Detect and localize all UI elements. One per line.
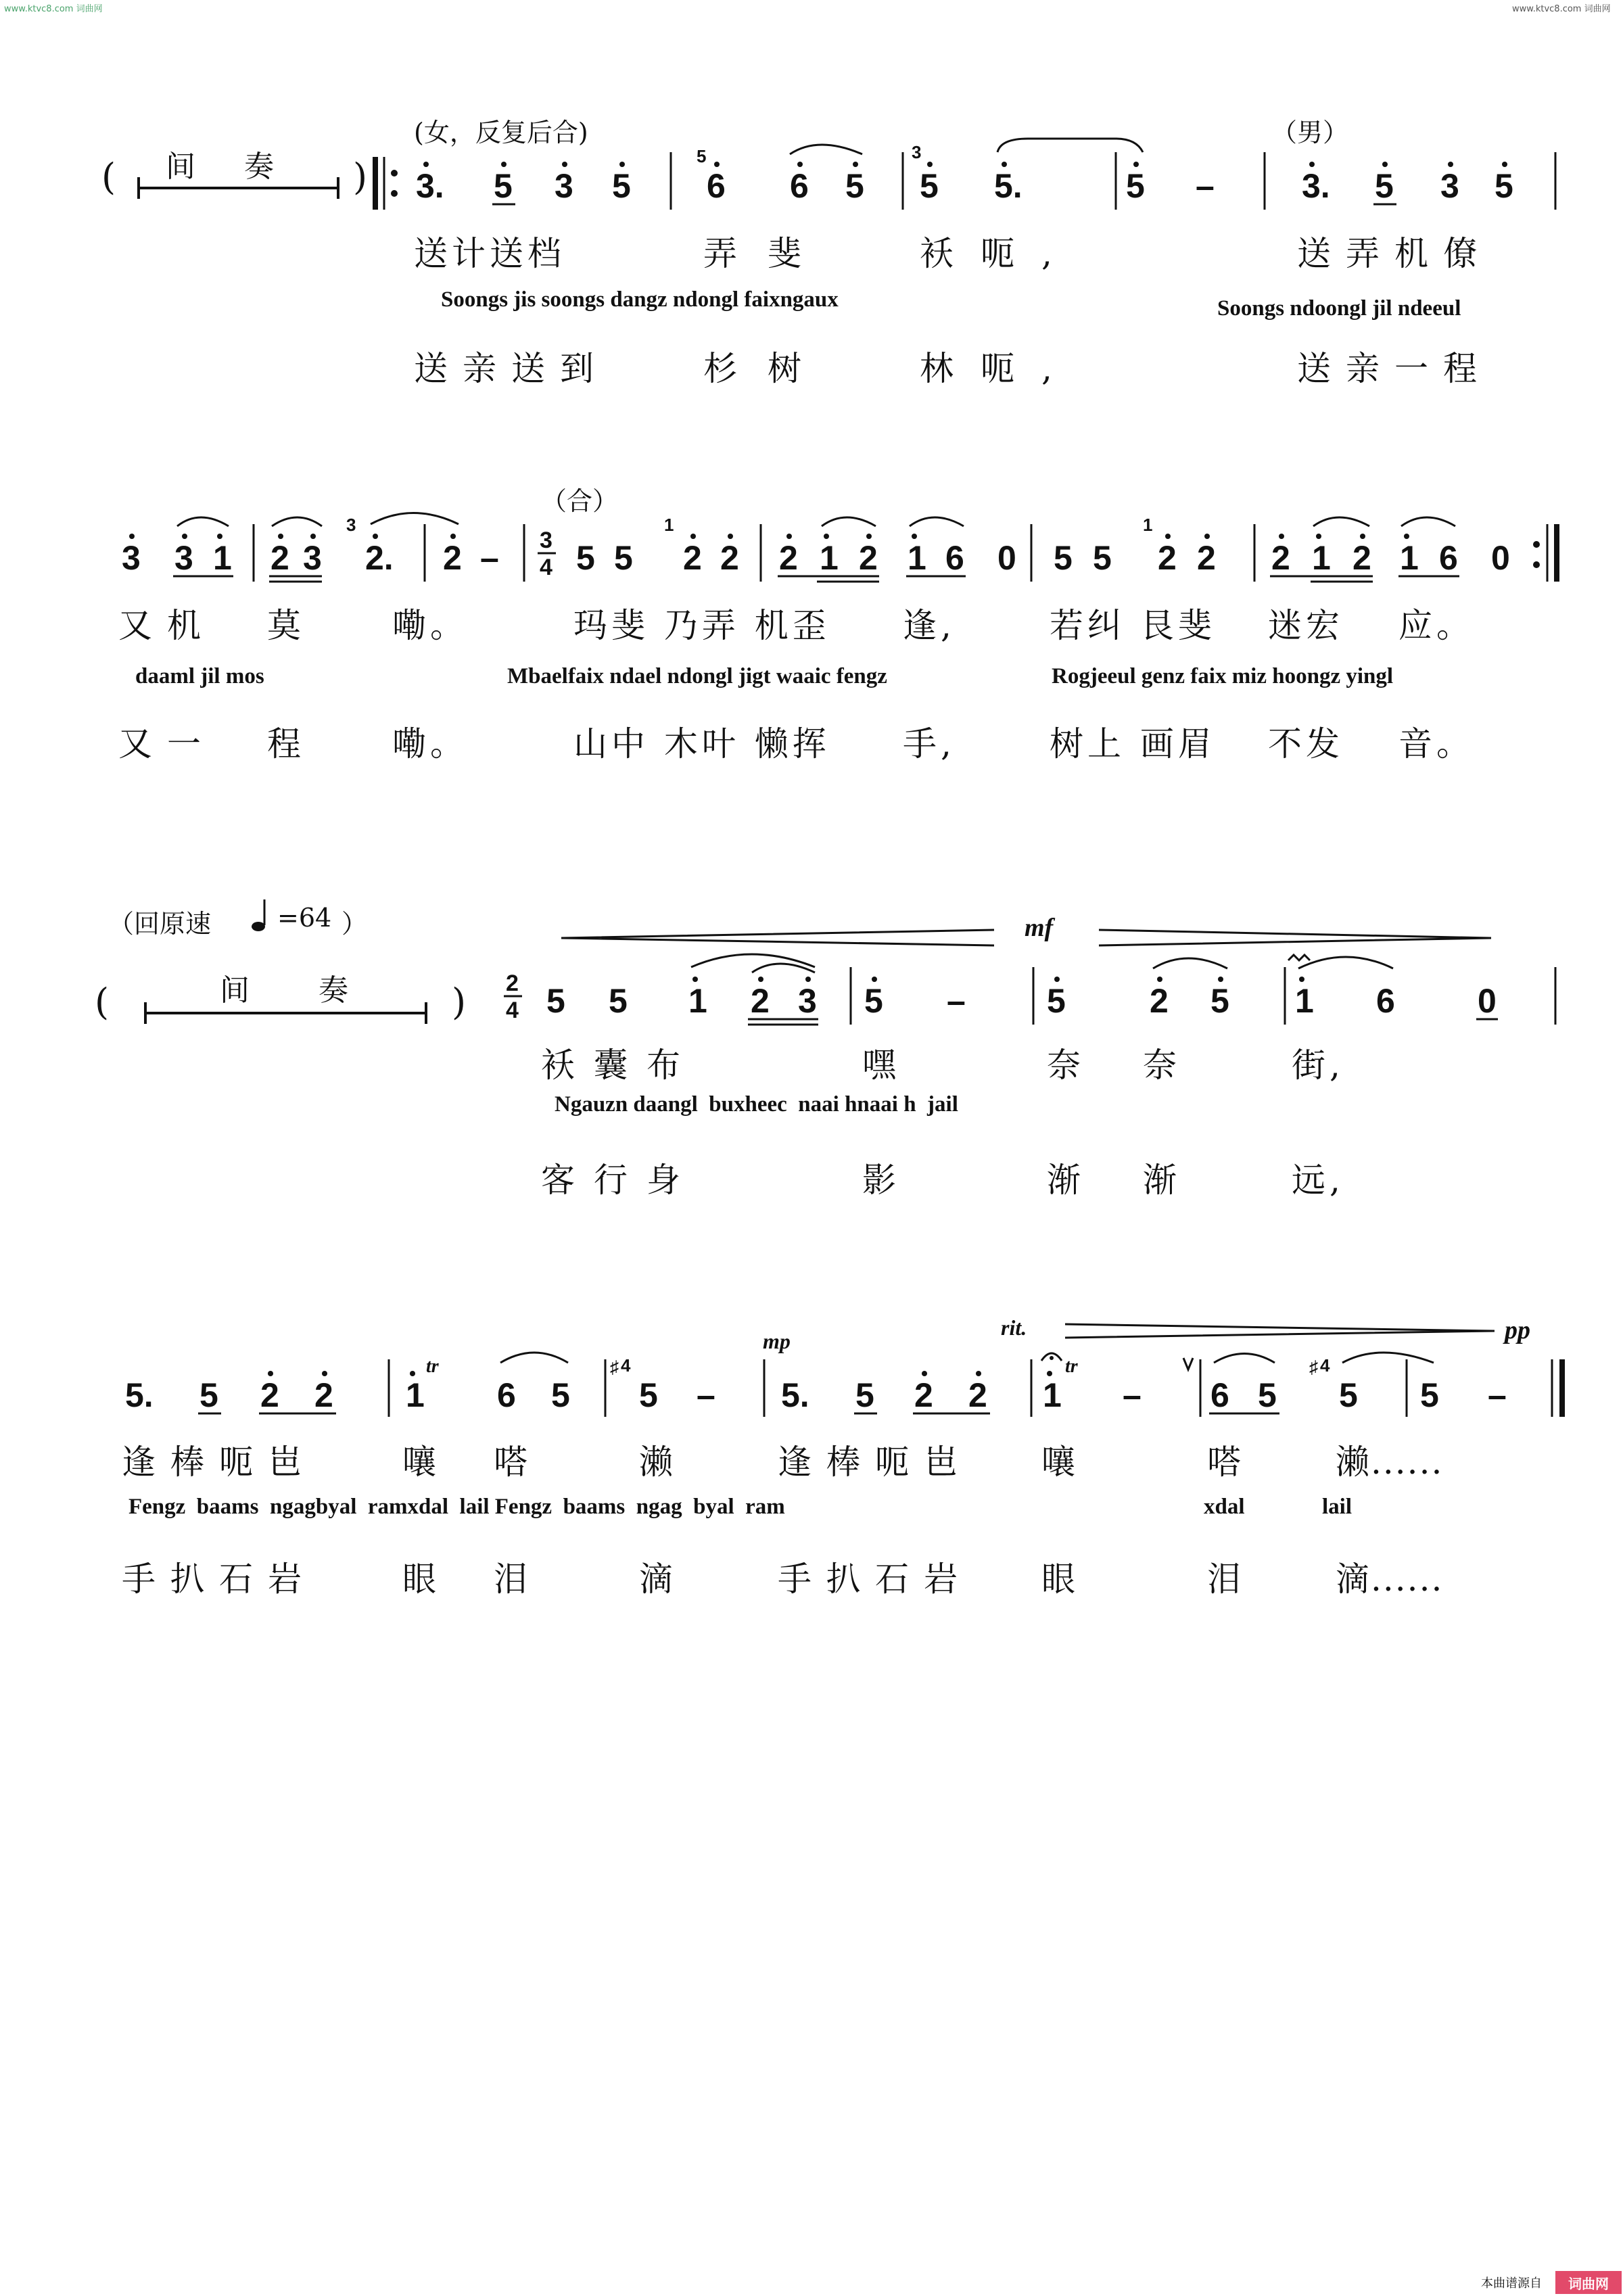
header-watermark-left: www.ktvc8.com 词曲网: [4, 4, 103, 14]
note: 6: [1376, 982, 1395, 1020]
annotation-female: (女，反复后合): [414, 118, 588, 147]
note: 5: [855, 1376, 874, 1414]
roman-2-c: Rogjeeul genz faix miz hoongz yingl: [1052, 664, 1394, 688]
hairpin-line-4: [1065, 1324, 1495, 1338]
lyric-6-b: 影: [862, 1161, 900, 1200]
annotation-male: （男）: [1271, 118, 1349, 147]
final-barline: [1552, 1359, 1562, 1417]
time-sig-bottom-2: 4: [506, 998, 519, 1023]
octave-dots-line-1: [423, 162, 1507, 167]
grace-note: 3: [912, 142, 922, 162]
note: 3: [174, 539, 193, 577]
note: 2.: [365, 539, 394, 577]
lyric-7-a: 逢棒呃岜: [122, 1443, 316, 1482]
lyric-5-d: 奈: [1143, 1046, 1181, 1085]
note: –: [1123, 1376, 1142, 1414]
sharp-sign: ♯: [610, 1357, 619, 1377]
lyric-8-e: 手扒石岩: [778, 1560, 972, 1599]
sharp-sign: ♯: [1309, 1357, 1318, 1377]
beams-line-2: [173, 576, 1459, 582]
lyric-8-g: 泪: [1207, 1560, 1245, 1599]
note: –: [947, 982, 966, 1020]
octave-dots-line-2: [129, 534, 1409, 539]
note: 3: [798, 982, 817, 1020]
dynamic-mf: mf: [1025, 914, 1054, 942]
notes-line-1: [416, 167, 1513, 205]
lyric-6-d: 渐: [1143, 1161, 1181, 1200]
note: 1: [1312, 539, 1331, 577]
note: 2: [1158, 539, 1177, 577]
lyric-8-f: 眼: [1041, 1560, 1079, 1599]
lyric-2-c: 林呃,: [920, 349, 1079, 388]
slurs-line-2: [177, 513, 1455, 527]
note: 1: [908, 539, 926, 577]
octave-dots-line-3: [692, 977, 1304, 982]
lyric-5-e: 街,: [1292, 1046, 1344, 1085]
lyric-7-c: 嗒: [494, 1443, 532, 1482]
notes-line-2: [122, 539, 1510, 577]
note: 3: [122, 539, 141, 577]
grace-note: 1: [1143, 515, 1153, 535]
note: 5: [1054, 539, 1073, 577]
lyric-3-f: 若纠 艮斐: [1050, 606, 1216, 645]
octave-dots-line-4: [268, 1371, 1052, 1376]
interlude-paren-close-2: ): [452, 981, 467, 1023]
note: 5.: [781, 1376, 809, 1414]
slurs-line-4: [500, 1353, 1434, 1363]
note: 5: [1375, 167, 1394, 205]
barlines-line-4: [389, 1359, 1407, 1417]
note: 5: [639, 1376, 658, 1414]
note: 5: [1258, 1376, 1277, 1414]
lyric-3-e: 逢,: [903, 606, 956, 645]
time-sig-bottom: 4: [540, 555, 552, 580]
note: 2: [968, 1376, 987, 1414]
roman-3-a: Ngauzn daangl buxheec naai hnaai h jail: [555, 1092, 958, 1117]
note: 2: [720, 539, 739, 577]
lyric-8-a: 手扒石岩: [122, 1560, 316, 1599]
interlude-paren-close: ): [353, 156, 368, 198]
note: 1: [1295, 982, 1314, 1020]
grace-note: 5: [697, 146, 707, 166]
note: 2: [443, 539, 462, 577]
breath-mark-icon: [1183, 1358, 1193, 1369]
lyric-8-d: 滴: [639, 1560, 677, 1599]
note: 5: [1420, 1376, 1439, 1414]
roman-2-a: daaml jil mos: [135, 664, 264, 688]
note: 5: [864, 982, 883, 1020]
note: 2: [859, 539, 878, 577]
note: 2: [779, 539, 798, 577]
note: 2: [1197, 539, 1216, 577]
note: 5: [551, 1376, 570, 1414]
note: 6: [497, 1376, 516, 1414]
note: 5: [845, 167, 864, 205]
lyric-3-h: 应。: [1398, 606, 1474, 645]
lyric-1-d: 送弄机僚: [1297, 234, 1492, 273]
note: 2: [260, 1376, 279, 1414]
note: 1: [406, 1376, 425, 1414]
lyric-6-c: 渐: [1047, 1161, 1085, 1200]
lyric-8-b: 眼: [402, 1560, 440, 1599]
dynamic-mp: mp: [763, 1329, 791, 1353]
lyric-4-e: 手,: [903, 724, 956, 764]
dynamic-rit: rit.: [1001, 1315, 1027, 1340]
note: 2: [314, 1376, 333, 1414]
lyric-7-h: 濑......: [1336, 1443, 1444, 1482]
lyric-3-c: 嘞。: [392, 606, 468, 645]
grace-note: 4: [1320, 1355, 1330, 1376]
note: 0: [1478, 982, 1497, 1020]
lyric-5-c: 奈: [1047, 1046, 1085, 1085]
interlude-label-2: 间 奏: [220, 973, 351, 1008]
note: 5: [494, 167, 513, 205]
trill-2: tr: [1065, 1356, 1078, 1377]
tempo-close: ）: [342, 909, 368, 939]
note: –: [1488, 1376, 1507, 1414]
note: –: [1196, 167, 1215, 205]
interlude-paren-open: (: [101, 156, 116, 198]
annotation-chorus: （合）: [541, 486, 619, 516]
tempo-marking: （回原速: [108, 909, 212, 939]
dynamic-pp: pp: [1505, 1316, 1530, 1344]
note: 2: [1150, 982, 1169, 1020]
lyric-3-d: 玛斐 乃弄 机歪: [573, 606, 830, 645]
repeat-start-barline: [375, 157, 384, 210]
note: 3: [555, 167, 573, 205]
note: 5: [199, 1376, 218, 1414]
note: 5: [1495, 167, 1513, 205]
note: 0: [1491, 539, 1510, 577]
note: 5: [1047, 982, 1066, 1020]
lyric-1-c: 袄呃,: [920, 234, 1079, 273]
note: 3: [303, 539, 322, 577]
lyric-6-a: 客行身: [541, 1161, 699, 1200]
note: 6: [1439, 539, 1458, 577]
slurs-line-3: [691, 954, 1393, 973]
lyric-2-d: 送亲一程: [1297, 349, 1492, 388]
lyric-7-g: 嗒: [1207, 1443, 1245, 1482]
lyric-3-g: 迷宏: [1268, 606, 1344, 645]
tempo-value: =64: [277, 903, 332, 933]
roman-4-a: Fengz baams ngagbyal ramxdal lail Fengz baams ngag byal ram: [128, 1495, 785, 1519]
lyric-1-b: 弄斐: [703, 234, 832, 273]
slurs-line-1: [790, 139, 1143, 154]
lyric-7-b: 嚷: [402, 1443, 440, 1482]
note: 5: [612, 167, 631, 205]
lyric-7-e: 逢棒呃岜: [778, 1443, 972, 1482]
note: 5: [1126, 167, 1145, 205]
lyric-4-a: 又一: [118, 724, 216, 764]
note: 5.: [125, 1376, 154, 1414]
lyric-4-f: 树上 画眉: [1050, 724, 1216, 764]
lyric-4-b: 程: [267, 724, 305, 764]
note: 5: [576, 539, 595, 577]
note: 6: [790, 167, 809, 205]
note: 2: [1271, 539, 1290, 577]
note: –: [697, 1376, 715, 1414]
lyric-1-a: 送计送档: [414, 234, 565, 273]
roman-2-b: Mbaelfaix ndael ndongl jigt waaic fengz: [507, 664, 887, 688]
note: 0: [997, 539, 1016, 577]
lyric-8-c: 泪: [494, 1560, 532, 1599]
lyric-4-d: 山中 木叶 懒挥: [573, 724, 830, 764]
lyric-3-a: 又机: [118, 606, 216, 645]
note: 2: [683, 539, 702, 577]
roman-1-b: Soongs ndoongl jil ndeeul: [1217, 296, 1461, 321]
note: 5: [614, 539, 633, 577]
roman-4-b: xdal: [1204, 1495, 1245, 1519]
grace-note: 3: [346, 515, 356, 535]
interlude-label-1: 间 奏: [166, 149, 277, 184]
lyric-4-g: 不发: [1268, 724, 1344, 764]
lyric-8-h: 滴......: [1336, 1560, 1444, 1599]
roman-4-c: lail: [1322, 1495, 1352, 1519]
header-watermark-right: www.ktvc8.com 词曲网: [1512, 4, 1611, 14]
note: –: [480, 539, 499, 577]
trill-1: tr: [426, 1356, 439, 1377]
note: 5: [1093, 539, 1112, 577]
note: 1: [1400, 539, 1419, 577]
lyric-4-h: 音。: [1398, 724, 1474, 764]
footer-logo[interactable]: 词曲网: [1555, 2271, 1622, 2294]
note: 5: [920, 167, 939, 205]
interlude-paren-open-2: (: [95, 981, 110, 1023]
note: 6: [707, 167, 726, 205]
note: 5: [1339, 1376, 1358, 1414]
note: 5: [546, 982, 565, 1020]
note: 5: [1210, 982, 1229, 1020]
note: 1: [213, 539, 232, 577]
quarter-note-icon: [252, 899, 265, 931]
lyric-7-d: 濑: [639, 1443, 677, 1482]
lyric-5-a: 袄囊布: [541, 1046, 699, 1085]
note: 6: [945, 539, 964, 577]
lyric-7-f: 嚷: [1041, 1443, 1079, 1482]
notes-line-4: [125, 1376, 1507, 1414]
note: 1: [1043, 1376, 1062, 1414]
time-sig-top: 3: [540, 528, 552, 553]
time-sig-top-2: 2: [506, 970, 519, 996]
note: 3: [1440, 167, 1459, 205]
repeat-end-barline: [1547, 524, 1557, 582]
grace-note: 4: [621, 1355, 631, 1376]
note: 3.: [416, 167, 444, 205]
note: 2: [914, 1376, 933, 1414]
note: 5: [609, 982, 628, 1020]
note: 1: [688, 982, 707, 1020]
lyric-5-b: 嘿: [862, 1046, 900, 1085]
footer-source: 本曲谱源自: [1481, 2276, 1542, 2291]
lyric-4-c: 嘞。: [392, 724, 468, 764]
mordent-ornament: [1288, 955, 1310, 960]
note: 2: [751, 982, 770, 1020]
lyric-6-e: 远,: [1292, 1161, 1344, 1200]
note: 3.: [1302, 167, 1330, 205]
notes-line-3: [546, 982, 1497, 1020]
grace-note: 1: [664, 515, 674, 535]
beams-line-3: [748, 1019, 1498, 1025]
note: 5.: [994, 167, 1022, 205]
lyric-2-b: 杉树: [703, 349, 832, 388]
note: 2: [1352, 539, 1371, 577]
note: 6: [1210, 1376, 1229, 1414]
note: 1: [820, 539, 839, 577]
lyric-2-a: 送亲送到: [414, 349, 609, 388]
roman-1-a: Soongs jis soongs dangz ndongl faixngaux: [441, 287, 839, 312]
note: 2: [270, 539, 289, 577]
lyric-3-b: 莫: [267, 606, 305, 645]
